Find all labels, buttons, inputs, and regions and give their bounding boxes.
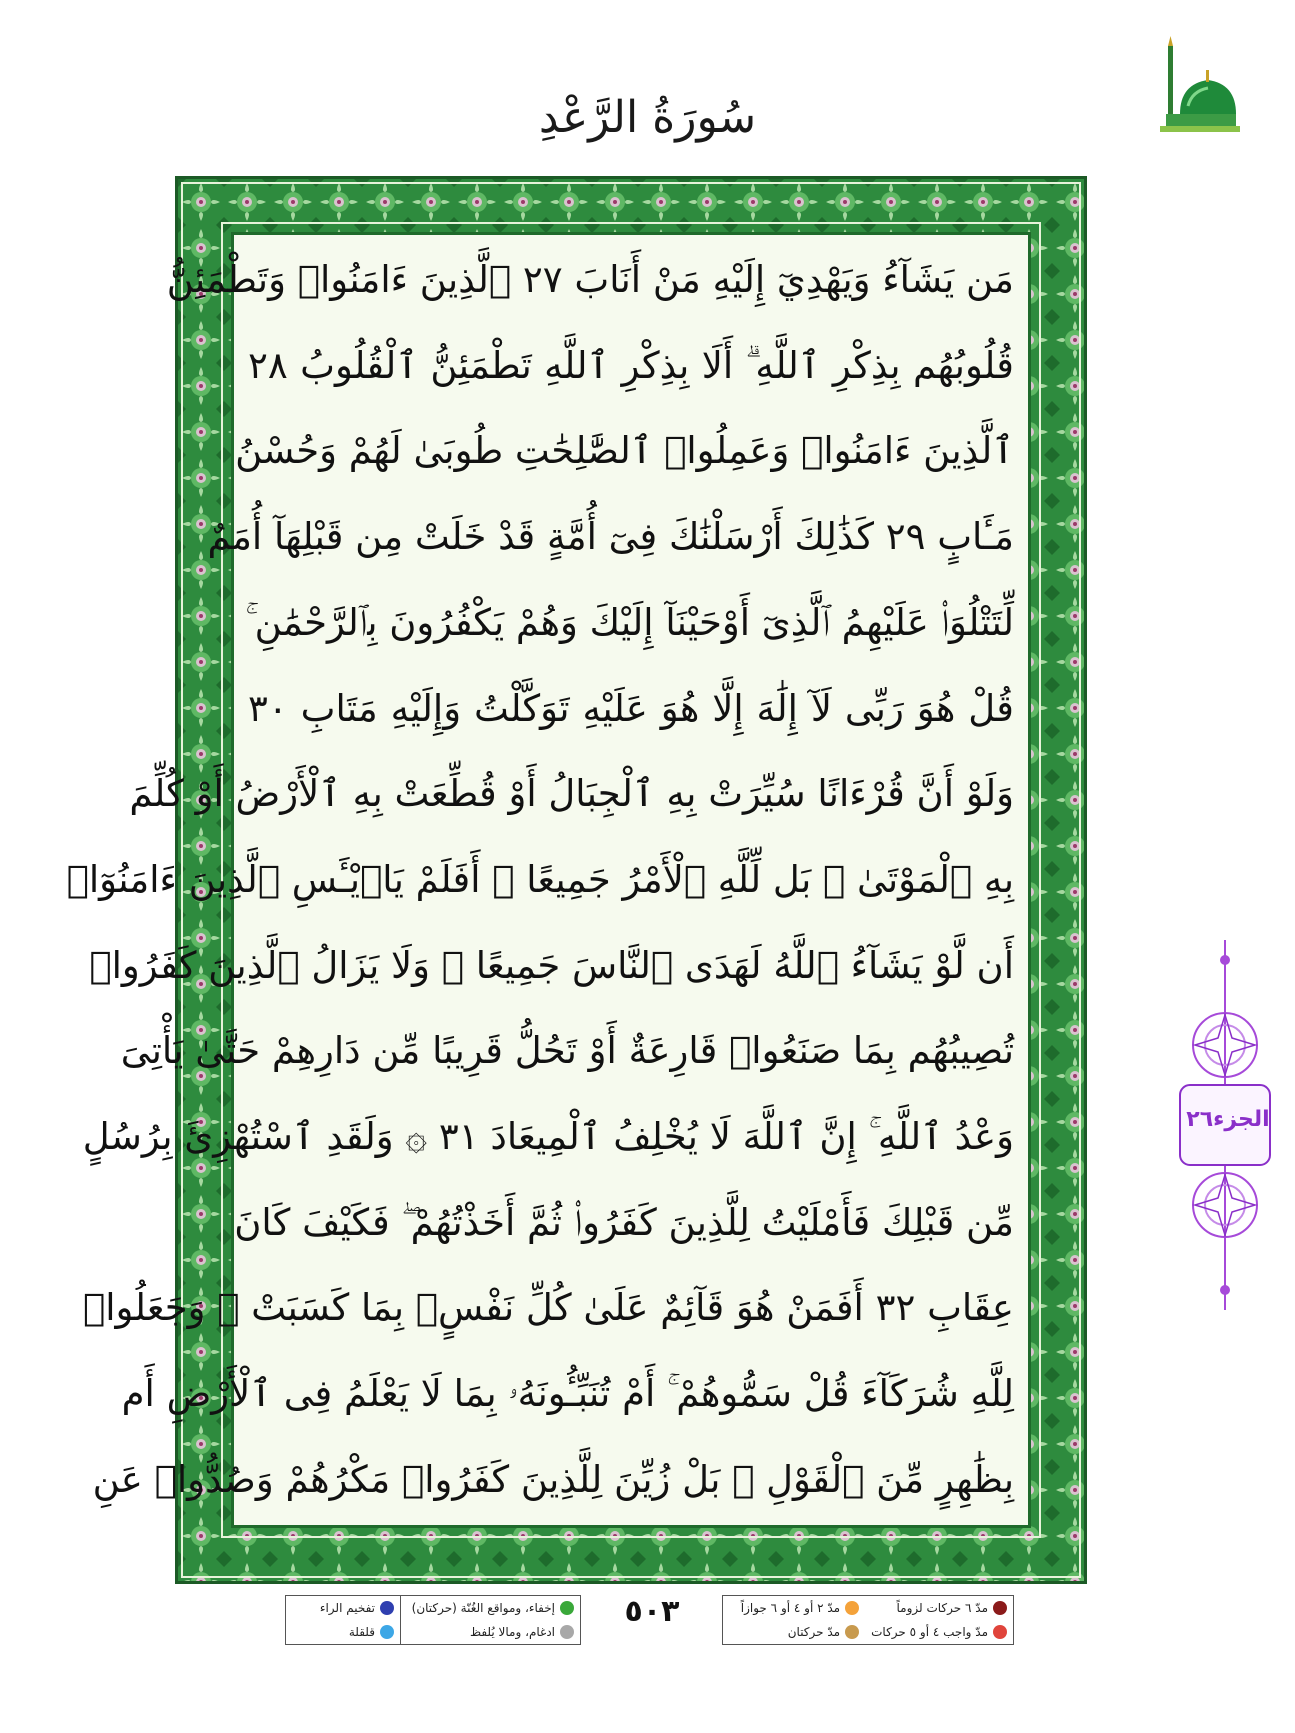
color-dot-icon [560, 1601, 574, 1615]
color-dot-icon [380, 1601, 394, 1615]
page-number: ٥٠٣ [624, 1594, 680, 1629]
surah-title: سُورَةُ الرَّعْدِ [538, 92, 757, 143]
verse-line: تُصِيبُهُم بِمَا صَنَعُوا۟ قَارِعَةٌ أَوْ تَحُلُّ قَرِيبًا مِّن دَارِهِمْ حَتَّىٰ يَأْتِىَ [120, 1029, 1014, 1073]
tajweed-legend-ghunna [285, 1595, 581, 1645]
legend-item [400, 1596, 580, 1620]
color-dot-icon [993, 1625, 1007, 1639]
legend-label: تفخيم الراء [319, 1601, 375, 1615]
color-dot-icon [560, 1625, 574, 1639]
green-dome-mosque-icon [1160, 36, 1240, 136]
verse-line: بِظَٰهِرٍ مِّنَ ٱلْقَوْلِ ۗ بَلْ زُيِّنَ لِلَّذِينَ كَفَرُوا۟ مَكْرُهُمْ وَصُدُّوا۟ عَنِ [92, 1457, 1014, 1501]
color-dot-icon [845, 1625, 859, 1639]
color-dot-icon [993, 1601, 1007, 1615]
legend-label: مدّ ٦ حركات لزوماً [896, 1601, 988, 1615]
legend-item [723, 1620, 865, 1644]
tajweed-legend-madd [722, 1595, 1014, 1645]
legend-item [723, 1596, 865, 1620]
verse-line: لِّتَتْلُوَا۟ عَلَيْهِمُ ٱلَّذِىٓ أَوْحَيْنَآ إِلَيْكَ وَهُمْ يَكْفُرُونَ بِٱلرَّحْمَٰنِ ۚ [245, 600, 1014, 644]
legend-item [286, 1596, 400, 1620]
legend-label: قلقلة [348, 1625, 375, 1639]
verse-line: مَـَٔابٍ ٢٩ كَذَٰلِكَ أَرْسَلْنَٰكَ فِىٓ أُمَّةٍ قَدْ خَلَتْ مِن قَبْلِهَآ أُمَمٌ [207, 515, 1014, 559]
verse-line: عِقَابِ ٣٢ أَفَمَنْ هُوَ قَآئِمٌ عَلَىٰ كُلِّ نَفْسٍۭ بِمَا كَسَبَتْ ۗ وَجَعَلُوا۟ [83, 1286, 1014, 1330]
legend-item [865, 1596, 1013, 1620]
verse-line: لِلَّهِ شُرَكَآءَ قُلْ سَمُّوهُمْ ۚ أَمْ تُنَبِّـُٔونَهُۥ بِمَا لَا يَعْلَمُ فِى ٱلْأَرْضِ أَم [121, 1372, 1014, 1416]
verse-line: بِهِ ٱلْمَوْتَىٰ ۗ بَل لِّلَّهِ ٱلْأَمْرُ جَمِيعًا ۗ أَفَلَمْ يَا۟يْـَٔسِ ٱلَّذِينَ ءَامَنُوٓا۟ [66, 857, 1014, 901]
legend-item [286, 1620, 400, 1644]
verse-line: مِّن قَبْلِكَ فَأَمْلَيْتُ لِلَّذِينَ كَفَرُوا۟ ثُمَّ أَخَذْتُهُمْ ۖ فَكَيْفَ كَانَ [234, 1200, 1014, 1244]
ornamental-page-frame [66, 176, 1087, 1584]
legend-label: مدّ ٢ أو ٤ أو ٦ جوازاً [740, 1601, 841, 1615]
color-dot-icon [845, 1601, 859, 1615]
legend-item [400, 1620, 580, 1644]
juz-label: الجزء٢٦ [1186, 1107, 1270, 1132]
legend-item [865, 1620, 1013, 1644]
color-dot-icon [380, 1625, 394, 1639]
verse-line: مَن يَشَآءُ وَيَهْدِيٓ إِلَيْهِ مَنْ أَنَابَ ٢٧ ٱلَّذِينَ ءَامَنُوا۟ وَتَطْمَئِنُّ [166, 258, 1014, 301]
verse-line: أَن لَّوْ يَشَآءُ ٱللَّهُ لَهَدَى ٱلنَّاسَ جَمِيعًا ۗ وَلَا يَزَالُ ٱلَّذِينَ كَفَرُوا۟ [89, 943, 1014, 987]
verse-text-panel [66, 232, 1031, 1528]
legend-label: مدّ واجب ٤ أو ٥ حركات [871, 1625, 988, 1639]
verse-line: وَعْدُ ٱللَّهِ ۚ إِنَّ ٱللَّهَ لَا يُخْلِفُ ٱلْمِيعَادَ ٣١ ۞ وَلَقَدِ ٱسْتُهْزِئَ بِرُسُلٍ [82, 1115, 1014, 1159]
verse-line: ٱلَّذِينَ ءَامَنُوا۟ وَعَمِلُوا۟ ٱلصَّٰلِحَٰتِ طُوبَىٰ لَهُمْ وَحُسْنُ [235, 429, 1014, 473]
legend-label: إخفاء، ومواقع الغُنّة (حركتان) [411, 1601, 555, 1615]
verse-line: وَلَوْ أَنَّ قُرْءَانًا سُيِّرَتْ بِهِ ٱلْجِبَالُ أَوْ قُطِّعَتْ بِهِ ٱلْأَرْضُ أَوْ كُلِّمَ [129, 772, 1014, 816]
legend-label: ادغام، ومالا يُلفظ [469, 1625, 555, 1639]
verse-lines [66, 243, 1014, 1517]
verse-line: قُلْ هُوَ رَبِّى لَآ إِلَٰهَ إِلَّا هُوَ عَلَيْهِ تَوَكَّلْتُ وَإِلَيْهِ مَتَابِ ٣٠ [248, 686, 1014, 730]
legend-label: مدّ حركتان [787, 1625, 841, 1639]
verse-line: قُلُوبُهُم بِذِكْرِ ٱللَّهِ ۗ أَلَا بِذِكْرِ ٱللَّهِ تَطْمَئِنُّ ٱلْقُلُوبُ ٢٨ [248, 343, 1014, 387]
